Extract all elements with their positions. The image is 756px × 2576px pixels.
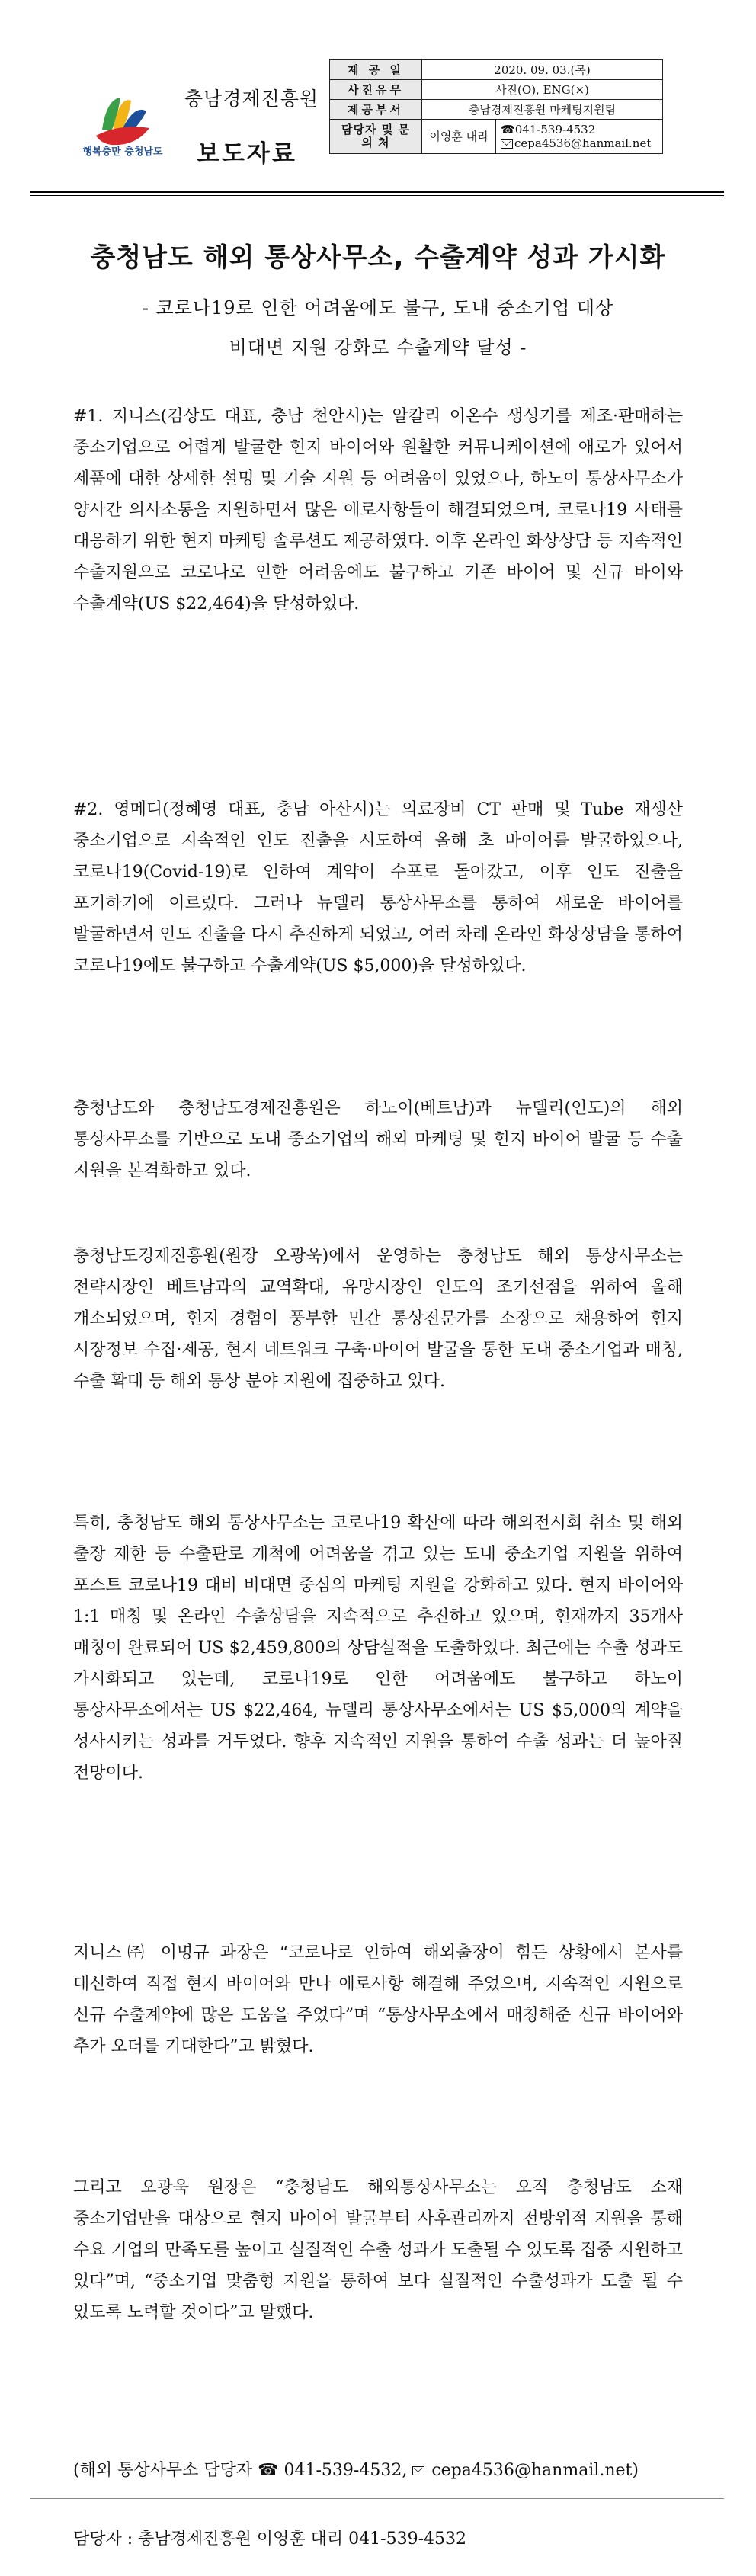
- phone-icon: ☎: [501, 123, 515, 136]
- contact-note-email[interactable]: cepa4536@hanmail.net): [431, 2461, 639, 2480]
- paragraph-office-intro: 충청남도경제진흥원(원장 오광욱)에서 운영하는 충청남도 해외 통상사무소는 전략시장인 베트남과의 교역확대, 유망시장인 인도의 조기선점을 위하여 올해 개소되었으며, 현지 경험이 풍부한 민간 통상전문가를 소장으로 채용하여 현지 시장정보 수집·제공, 현지 네트워크 구축·바이어 발굴을 통한 도내 중소기업과 매칭, 수출 확대 등 해외 통상 분야 지원에 집중하고 있다.: [73, 1247, 683, 1391]
- contact-label: 담당자 및 문 의 처: [330, 120, 422, 154]
- date-label: 제 공 일: [330, 60, 422, 80]
- photo-value: 사진(O), ENG(×): [422, 80, 663, 100]
- paragraph-support-results: 특히, 충청남도 해외 통상사무소는 코로나19 확산에 따라 해외전시회 취소 및 해외 출장 제한 등 수출판로 개척에 어려움을 겪고 있는 도내 중소기업 지원을 위하여 포스트 코로나19 대비 비대면 중심의 마케팅 지원을 강화하고 있다. 현지 바이어와 1:1 매칭 및 온라인 수출상담을 지속적으로 추진하고 있으며, 현재까지 35개사 매칭이 완료되어 US $2,459,800의 상담실적을 도출하였다. 최근에는 수출 성과도 가시화되고 있는데, 코로나19로 인한 어려움에도 불구하고 하노이 통상사무소에서는 US $22,464, 뉴델리 통상사무소에서는 US $5,000의 계약을 성사시키는 성과를 거두었다. 향후 지속적인 지원을 통하여 수출 성과는 더 높아질 전망이다.: [73, 1514, 683, 1783]
- header-divider-thin: [30, 195, 724, 196]
- logo-mark: [96, 98, 149, 145]
- paragraph-case-2: #2. 영메디(정혜영 대표, 충남 아산시)는 의료장비 CT 판매 및 Tube 재생산 중소기업으로 지속적인 인도 진출을 시도하여 올해 초 바이어를 발굴하였으나, 코로나19(Covid-19)로 인하여 계약이 수포로 돌아갔고, 이후 인도 진출을 포기하기에 이르렀다. 그러나 뉴델리 통상사무소를 통하여 새로운 바이어를 발굴하면서 인도 진출을 다시 추진하게 되었고, 여러 차례 온라인 화상상담을 통하여 코로나19에도 불구하고 수출계약(US $5,000)을 달성하였다.: [73, 800, 683, 976]
- dept-value: 충남경제진흥원 마케팅지원팀: [422, 100, 663, 120]
- release-info-table: [329, 59, 663, 154]
- contact-phone: 041-539-4532: [514, 123, 596, 136]
- logo-tagline: 행복충만 충청남도: [82, 146, 163, 158]
- dept-label: 제공부서: [330, 100, 422, 120]
- contact-phone-line: [501, 123, 658, 136]
- paragraph-company-quote: 지니스㈜ 이명규 과장은 “코로나로 인하여 해외출장이 힘든 상황에서 본사를 대신하여 직접 현지 바이어와 만나 애로사항 해결해 주었으며, 지속적인 지원으로 신규 수출계약에 많은 도움을 주었다”며 “통상사무소에서 매칭해준 신규 바이어와 추가 오더를 기대한다”고 밝혔다.: [73, 1943, 683, 2056]
- envelope-icon: [501, 139, 513, 149]
- article-title: 충청남도 해외 통상사무소, 수출계약 성과 가시화: [90, 242, 666, 273]
- article-subtitle-line-2: 비대면 지원 강화로 수출계약 달성 -: [229, 337, 527, 358]
- contact-details: [496, 120, 663, 154]
- phone-icon: ☎: [258, 2461, 279, 2480]
- paragraph-overview: 충청남도와 충청남도경제진흥원은 하노이(베트남)과 뉴델리(인도)의 해외 통상사무소를 기반으로 도내 중소기업의 해외 마케팅 및 현지 바이어 발굴 등 수출 지원을 본격화하고 있다.: [73, 1099, 683, 1181]
- footer-contact: 담당자 : 충남경제진흥원 이영훈 대리 041-539-4532: [73, 2530, 466, 2549]
- envelope-icon: [412, 2466, 424, 2475]
- contact-email[interactable]: cepa4536@hanmail.net: [514, 136, 652, 150]
- contact-email-line: [501, 136, 658, 150]
- organization-name: 충남경제진흥원: [184, 88, 319, 110]
- footer-divider: [30, 2498, 724, 2499]
- contact-name: 이영훈 대리: [422, 120, 496, 154]
- contact-note-prefix: (해외 통상사무소 담당자: [73, 2461, 253, 2480]
- paragraph-case-1: #1. 지니스(김상도 대표, 충남 천안시)는 알칼리 이온수 생성기를 제조·판매하는 중소기업으로 어렵게 발굴한 현지 바이어와 원활한 커뮤니케이션에 애로가 있어서 제품에 대한 상세한 설명 및 기술 지원 등 어려움이 있었으나, 하노이 통상사무소가 양사간 의사소통을 지원하면서 많은 애로사항들이 해결되었으며, 코로나19 사태를 대응하기 위한 현지 마케팅 솔루션도 제공하였다. 이후 온라인 화상상담 등 지속적인 수출지원으로 코로나로 인한 어려움에도 불구하고 기존 바이어 및 신규 바이와 수출계약(US $22,464)을 달성하였다.: [73, 407, 683, 614]
- photo-label: 사진유무: [330, 80, 422, 100]
- header-divider-thick: [30, 191, 724, 193]
- article-subtitle-line-1: - 코로나19로 인한 어려움에도 불구, 도내 중소기업 대상: [142, 297, 614, 319]
- contact-note: [73, 2457, 639, 2481]
- paragraph-director-quote: 그리고 오광욱 원장은 “충청남도 해외통상사무소는 오직 충청남도 소재 중소기업만을 대상으로 현지 바이어 발굴부터 사후관리까지 전방위적 지원을 통해 수요 기업의 만족도를 높이고 실질적인 수출 성과가 도출될 수 있도록 집중 지원하고 있다”며, “중소기업 맞춤형 지원을 통하여 보다 실질적인 수출성과가 도출 될 수 있도록 노력할 것이다”고 말했다.: [73, 2178, 683, 2322]
- press-release-label: 보도자료: [197, 140, 297, 168]
- contact-note-phone: 041-539-4532,: [284, 2461, 408, 2480]
- date-value: 2020. 09. 03.(목): [422, 60, 663, 80]
